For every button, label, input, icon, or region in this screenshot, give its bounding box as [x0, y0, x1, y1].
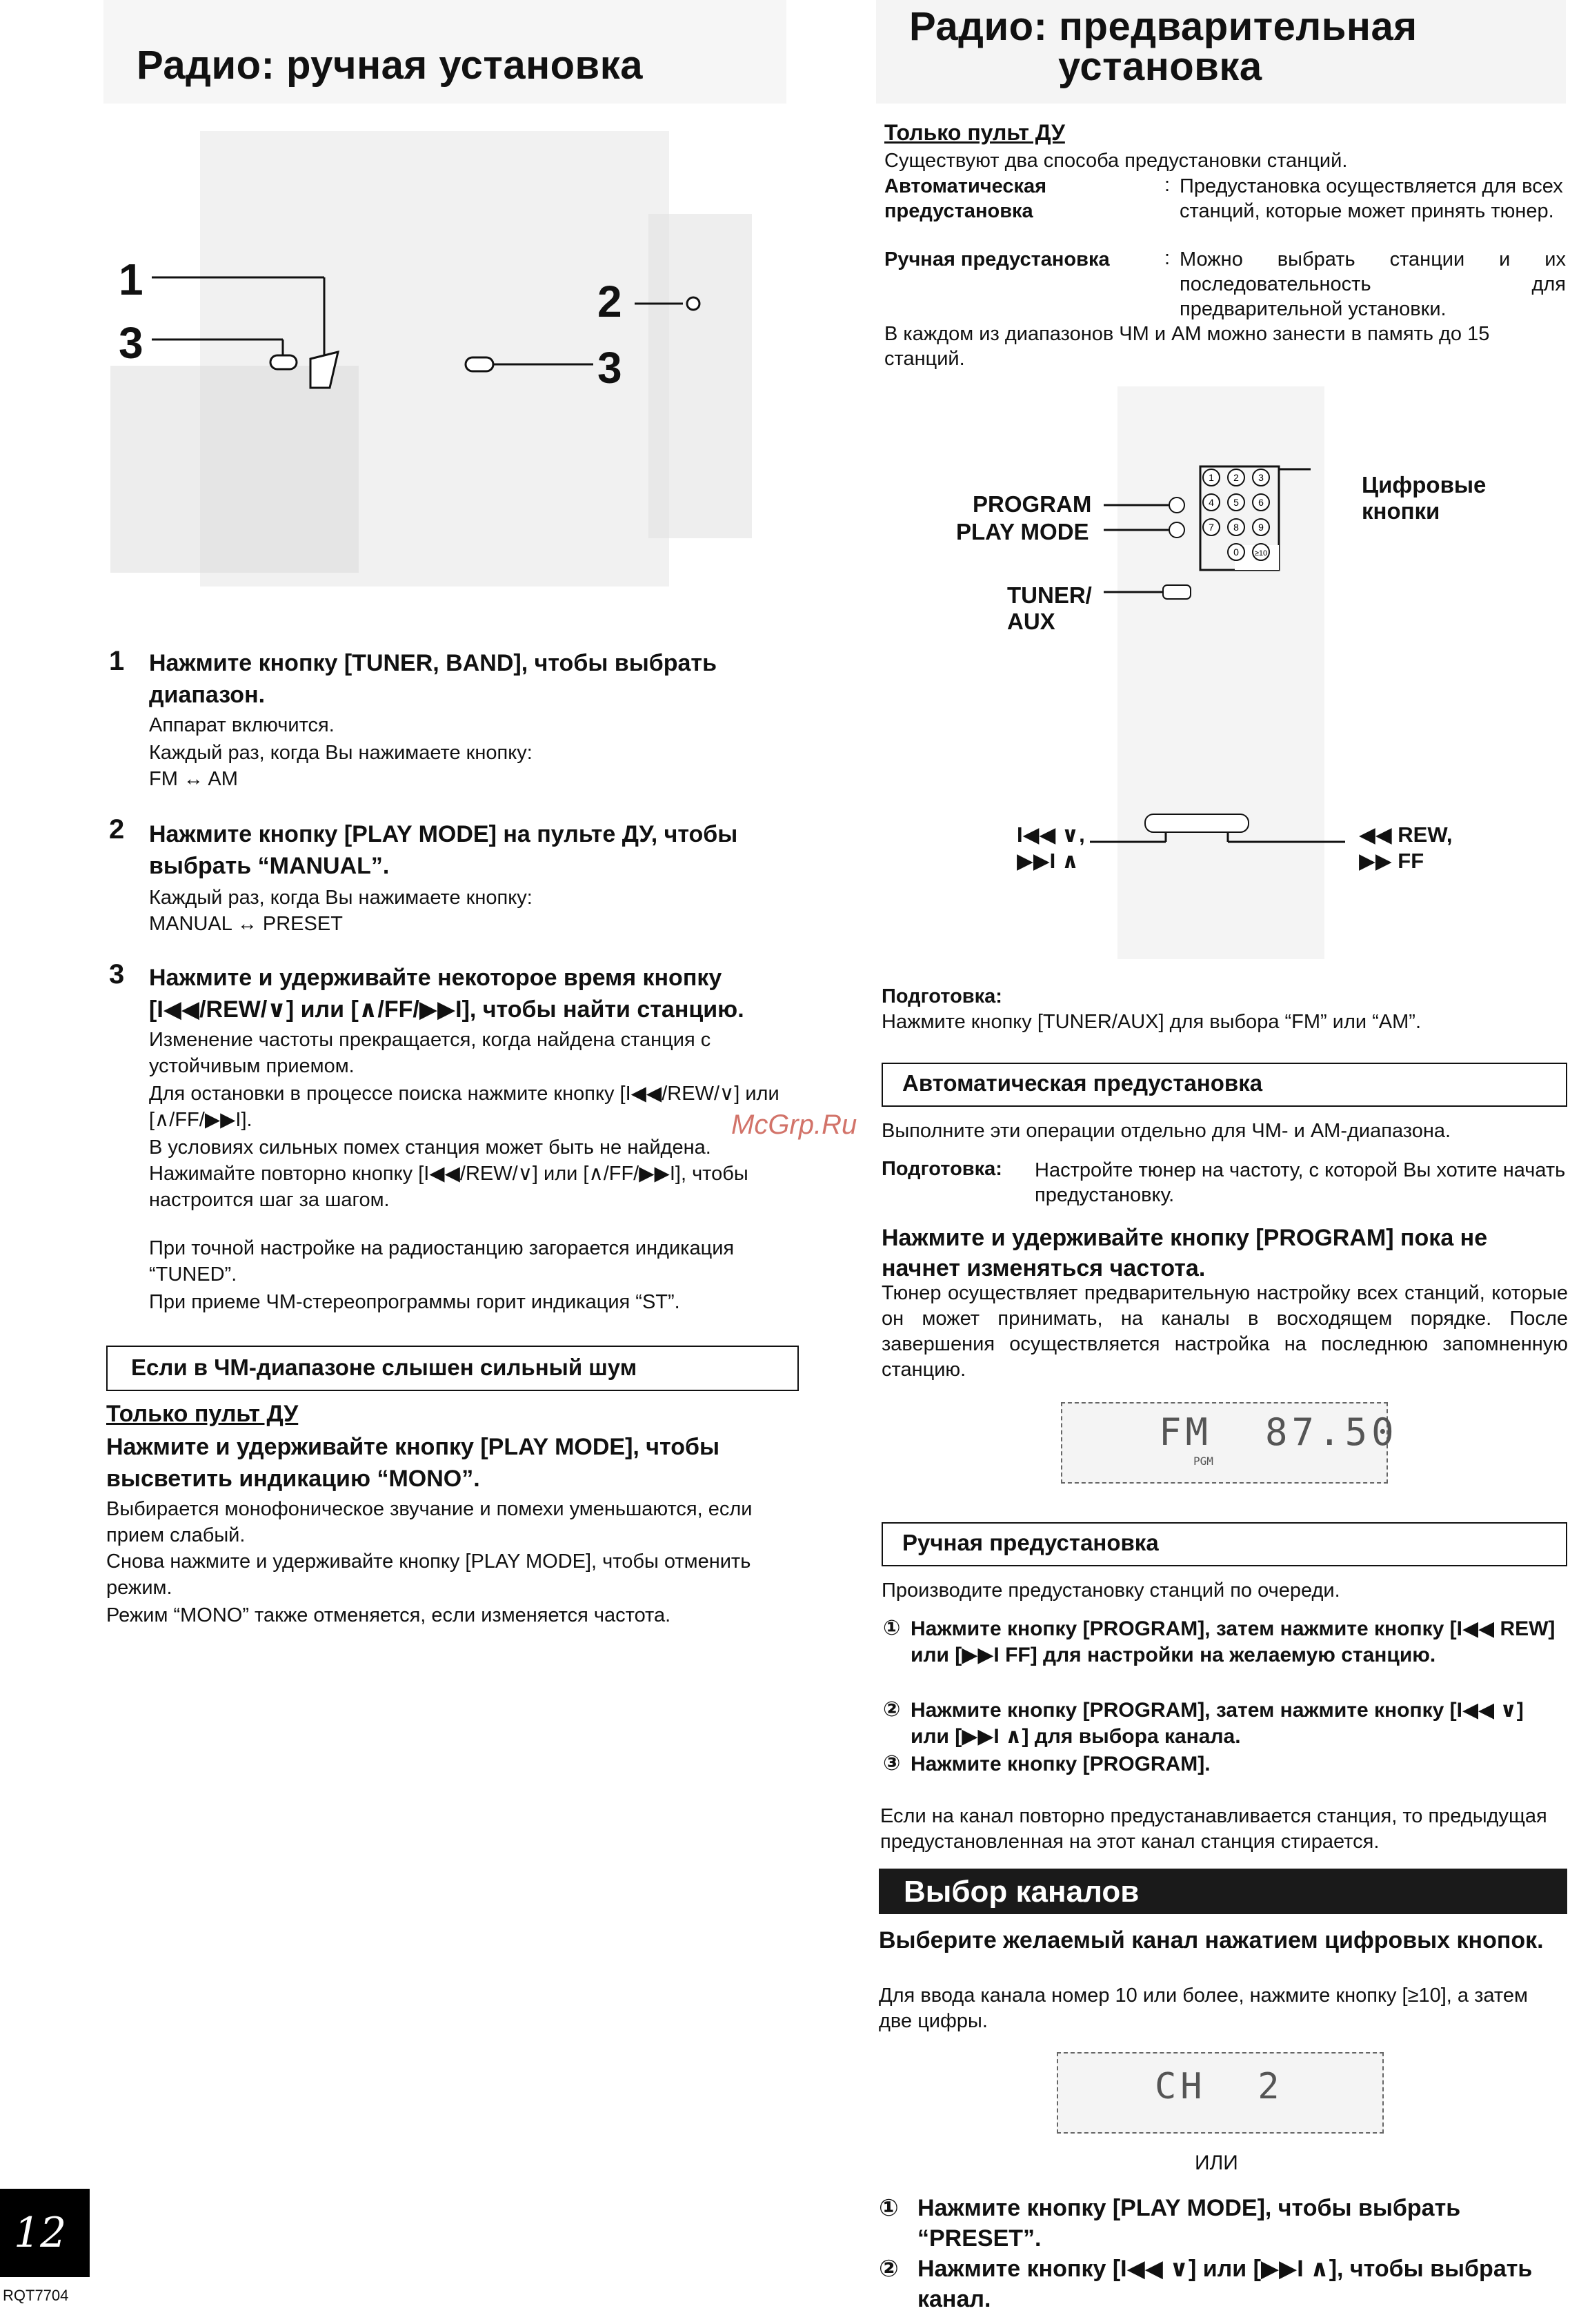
def-auto-term: Автоматическая предустановка	[884, 175, 1047, 222]
key-10plus: ≥10	[1254, 549, 1268, 558]
key-3: 3	[1258, 472, 1264, 483]
channel-heading	[879, 1869, 1567, 1914]
channel-step-2-text: Нажмите кнопку [I◀◀ ∨] или [▶▶I ∧], чтобы выбрать канал.	[917, 2256, 1533, 2312]
figure-label-1: 1	[119, 255, 143, 304]
step-2-heading: Нажмите кнопку [PLAY MODE] на пульте ДУ, чтобы выбрать “MANUAL”.	[149, 821, 738, 879]
fm-noise-box	[106, 1346, 799, 1391]
def-auto-desc: Предустановка осуществляется для всех станций, которые может принять тюнер.	[1180, 175, 1563, 222]
channel-step-1-text: Нажмите кнопку [PLAY MODE], чтобы выбрать “PRESET”.	[917, 2195, 1461, 2252]
channel-select-heading: Выберите желаемый канал нажатием цифровых кнопок.	[879, 1927, 1544, 1953]
remote-label-prev: I◀◀ ∨,	[1017, 823, 1085, 847]
step-3-number: 3	[109, 959, 125, 989]
left-title: Радио: ручная установка	[137, 43, 643, 88]
manual-note: Производите предустановку станций по очереди.	[882, 1579, 1340, 1602]
lcd-channel-readout: CH 2	[1155, 2066, 1284, 2107]
watermark: McGrp.Ru	[731, 1110, 857, 1140]
remote-label-rew: ◀◀ REW,	[1359, 823, 1453, 847]
key-7: 7	[1209, 522, 1214, 533]
manual-step-1-text: Нажмите кнопку [PROGRAM], затем нажмите кнопку [I◀◀ REW] или [▶▶I FF] для настройки на желаемую станцию.	[911, 1617, 1556, 1666]
step-3-line-4: Нажимайте повторно кнопку [I◀◀/REW/∨] или [∧/FF/▶▶I], чтобы настроится шаг за шагом.	[149, 1163, 748, 1211]
step-1-line-3: FM ↔ AM	[149, 768, 238, 790]
doc-code: RQT7704	[3, 2287, 69, 2304]
key-0: 0	[1233, 546, 1239, 558]
manual-step-1-num: ①	[883, 1617, 901, 1639]
key-2: 2	[1233, 472, 1239, 483]
step-2-line-1: Каждый раз, когда Вы нажимаете кнопку:	[149, 887, 533, 909]
skip-search-keys	[1145, 814, 1249, 832]
remote-label-next: ▶▶I ∧	[1017, 849, 1080, 873]
auto-note: Выполните эти операции отдельно для ЧМ- и АМ-диапазона.	[882, 1120, 1451, 1142]
right-remote-only: Только пульт ДУ	[884, 120, 1065, 145]
step-2-number: 2	[109, 814, 125, 845]
auto-prep-label: Подготовка:	[882, 1158, 1002, 1180]
key-4: 4	[1209, 497, 1214, 508]
manual-step-2-text: Нажмите кнопку [PROGRAM], затем нажмите кнопку [I◀◀ ∨] или [▶▶I ∧] для выбора канала.	[911, 1699, 1524, 1748]
remote-label-play-mode: PLAY MODE	[956, 519, 1089, 544]
key-8: 8	[1233, 522, 1239, 533]
step-1-number: 1	[109, 646, 125, 676]
step-1-line-1: Аппарат включится.	[149, 714, 335, 736]
step-3-line-3: В условиях сильных помех станция может быть не найдена.	[149, 1136, 711, 1159]
def-manual-term: Ручная предустановка	[884, 248, 1110, 270]
key-5: 5	[1233, 497, 1239, 508]
lcd-display-fm	[1061, 1402, 1398, 1484]
key-6: 6	[1258, 497, 1264, 508]
fm-noise-box-title: Если в ЧМ-диапазоне слышен сильный шум	[131, 1355, 637, 1380]
manual-step-3-text: Нажмите кнопку [PROGRAM].	[911, 1753, 1211, 1775]
left-remote-only: Только пульт ДУ	[106, 1401, 299, 1427]
step-3-line-1: Изменение частоты прекращается, когда найдена станция с устойчивым приемом.	[149, 1029, 711, 1077]
remote-label-tuner: TUNER/	[1007, 582, 1092, 608]
overwrite-note: Если на канал повторно предустанавливается станция, то предыдущая предустановленная на этот канал станция стирается.	[880, 1805, 1547, 1853]
or-label: ИЛИ	[1195, 2151, 1238, 2174]
presets-intro: Существуют два способа предустановки станций.	[884, 150, 1348, 172]
step-1-line-2: Каждый раз, когда Вы нажимаете кнопку:	[149, 742, 533, 764]
lcd-display-channel	[1057, 2052, 1384, 2134]
remote-label-program: PROGRAM	[973, 491, 1092, 517]
stereo-note: При приеме ЧМ-стереопрограммы горит индикация “ST”.	[149, 1291, 680, 1313]
prep-text: Нажмите кнопку [TUNER/AUX] для выбора “FM” или “AM”.	[882, 1011, 1421, 1033]
auto-preset-box	[882, 1063, 1567, 1107]
channel-heading-title: Выбор каналов	[904, 1875, 1140, 1909]
page-number: 12	[0, 2189, 90, 2277]
auto-preset-box-title: Автоматическая предустановка	[902, 1070, 1263, 1096]
mono-line-1: Выбирается монофоническое звучание и помехи уменьшаются, если прием слабый.	[106, 1498, 753, 1546]
channel-step-1-num: ①	[879, 2195, 899, 2221]
tuner-aux-key	[1163, 585, 1191, 599]
manual-step-3-num: ③	[883, 1752, 901, 1775]
digit-keypad	[1200, 466, 1279, 570]
play-mode-key	[1169, 522, 1184, 538]
key-1: 1	[1209, 472, 1214, 483]
channel-select-body: Для ввода канала номер 10 или более, нажмите кнопку [≥10], а затем две цифры.	[879, 1985, 1528, 2032]
remote-label-ff: ▶▶ FF	[1359, 849, 1424, 873]
manual-step-2-num: ②	[883, 1698, 901, 1721]
memory-note: В каждом из диапазонов ЧМ и АМ можно занести в память до 15 станций.	[884, 323, 1490, 370]
right-title-line-2: установка	[1058, 44, 1262, 89]
mono-line-2: Снова нажмите и удерживайте кнопку [PLAY MODE], чтобы отменить режим.	[106, 1550, 751, 1599]
remote-label-aux: AUX	[1007, 609, 1055, 634]
manual-preset-box	[882, 1522, 1567, 1566]
prep-label: Подготовка:	[882, 985, 1002, 1007]
figure-label-3-left: 3	[119, 318, 143, 368]
program-key	[1169, 498, 1184, 513]
figure-label-2: 2	[597, 277, 622, 326]
lcd-fm-pgm: PGM	[1193, 1455, 1213, 1468]
auto-body: Тюнер осуществляет предварительную настройку всех станций, которые он может принимать, на каналы в восходящем порядке. После завершения осуществляется настройка на последнюю запомненную станцию.	[882, 1282, 1568, 1381]
auto-heading: Нажмите и удерживайте кнопку [PROGRAM] пока не начнет изменяться частота.	[882, 1225, 1488, 1281]
step-3-heading: Нажмите и удерживайте некоторое время кнопку [I◀◀/REW/∨] или [∧/FF/▶▶I], чтобы найти станцию.	[149, 965, 744, 1023]
remote-label-digits-2: кнопки	[1362, 498, 1440, 524]
auto-prep-text: Настройте тюнер на частоту, с которой Вы хотите начать предустановку.	[1035, 1159, 1566, 1206]
tuned-note: При точной настройке на радиостанцию загорается индикация “TUNED”.	[149, 1237, 735, 1286]
manual-preset-box-title: Ручная предустановка	[902, 1530, 1159, 1555]
device-illustration	[110, 131, 752, 587]
channel-step-2-num: ②	[879, 2256, 899, 2282]
step-2-line-2: MANUAL ↔ PRESET	[149, 913, 343, 935]
figure-label-3-right: 3	[597, 343, 622, 393]
mono-heading: Нажмите и удерживайте кнопку [PLAY MODE], чтобы высветить индикацию “MONO”.	[106, 1434, 720, 1492]
remote-label-digits: Цифровые	[1362, 472, 1487, 498]
right-title-line-1: Радио: предварительная	[909, 4, 1418, 49]
step-3-line-2: Для остановки в процессе поиска нажмите кнопку [I◀◀/REW/∨] или [∧/FF/▶▶I].	[149, 1083, 779, 1131]
mono-line-3: Режим “MONO” также отменяется, если изменяется частота.	[106, 1604, 671, 1626]
device-figure	[110, 131, 752, 587]
lcd-fm-readout: FM 87.50	[1159, 1410, 1398, 1454]
def-manual-desc: Можно выбрать станции и их последовательность для предварительной установки.	[1180, 248, 1566, 320]
step-1-heading: Нажмите кнопку [TUNER, BAND], чтобы выбрать диапазон.	[149, 650, 717, 708]
key-9: 9	[1258, 522, 1264, 533]
